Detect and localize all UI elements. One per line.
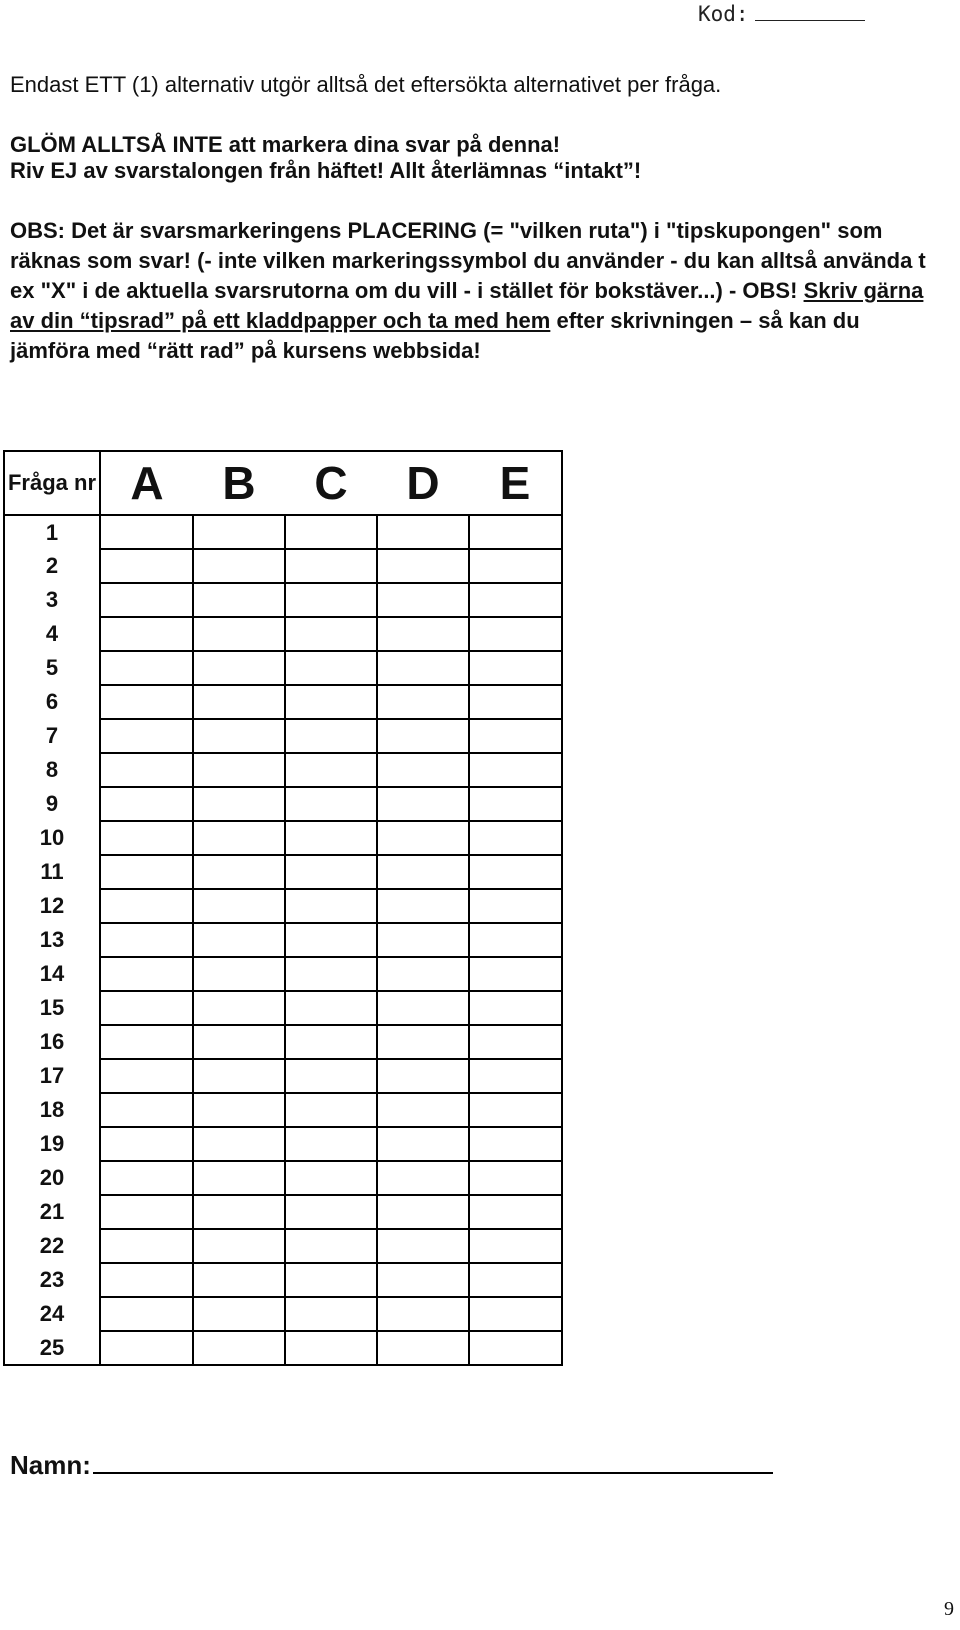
answer-cell-d[interactable] (377, 1195, 469, 1229)
answer-cell-e[interactable] (469, 787, 562, 821)
answer-cell-b[interactable] (193, 1297, 285, 1331)
answer-cell-b[interactable] (193, 1127, 285, 1161)
answer-cell-a[interactable] (100, 1297, 193, 1331)
answer-grid-header-row (4, 451, 562, 515)
answer-cell-c[interactable] (285, 923, 377, 957)
answer-cell-b[interactable] (193, 753, 285, 787)
answer-row (4, 515, 562, 549)
answer-cell-a[interactable] (100, 583, 193, 617)
question-number: 20 (4, 1161, 100, 1195)
answer-row (4, 889, 562, 923)
answer-cell-a[interactable] (100, 1229, 193, 1263)
answer-cell-a[interactable] (100, 889, 193, 923)
answer-cell-c[interactable] (285, 1195, 377, 1229)
answer-cell-b[interactable] (193, 1331, 285, 1365)
name-line[interactable] (93, 1452, 773, 1474)
question-number: 19 (4, 1127, 100, 1161)
option-header-e: E (469, 451, 562, 515)
instruction-line-1: Endast ETT (1) alternativ utgör alltså det eftersökta alternativet per fråga. (10, 72, 722, 97)
answer-cell-a[interactable] (100, 957, 193, 991)
question-number: 16 (4, 1025, 100, 1059)
question-number: 4 (4, 617, 100, 651)
question-number: 17 (4, 1059, 100, 1093)
answer-cell-d[interactable] (377, 685, 469, 719)
answer-row (4, 583, 562, 617)
question-number: 7 (4, 719, 100, 753)
answer-row (4, 753, 562, 787)
answer-cell-c[interactable] (285, 1161, 377, 1195)
code-field (698, 2, 865, 26)
answer-cell-c[interactable] (285, 1331, 377, 1365)
answer-row (4, 719, 562, 753)
answer-row (4, 923, 562, 957)
answer-cell-a[interactable] (100, 1093, 193, 1127)
question-number: 18 (4, 1093, 100, 1127)
answer-cell-e[interactable] (469, 549, 562, 583)
name-label: Namn: (10, 1450, 91, 1480)
answer-cell-e[interactable] (469, 1297, 562, 1331)
obs-paragraph (10, 216, 930, 366)
answer-cell-b[interactable] (193, 1195, 285, 1229)
answer-cell-a[interactable] (100, 617, 193, 651)
answer-cell-e[interactable] (469, 1195, 562, 1229)
answer-cell-e[interactable] (469, 1263, 562, 1297)
answer-row (4, 1297, 562, 1331)
answer-cell-d[interactable] (377, 617, 469, 651)
answer-cell-e[interactable] (469, 651, 562, 685)
answer-cell-a[interactable] (100, 753, 193, 787)
answer-cell-d[interactable] (377, 583, 469, 617)
answer-cell-e[interactable] (469, 1229, 562, 1263)
answer-cell-b[interactable] (193, 889, 285, 923)
answer-cell-d[interactable] (377, 651, 469, 685)
answer-cell-a[interactable] (100, 991, 193, 1025)
answer-cell-e[interactable] (469, 1059, 562, 1093)
answer-cell-e[interactable] (469, 583, 562, 617)
option-header-b: B (193, 451, 285, 515)
answer-cell-b[interactable] (193, 719, 285, 753)
answer-cell-a[interactable] (100, 1331, 193, 1365)
answer-cell-c[interactable] (285, 1025, 377, 1059)
answer-cell-c[interactable] (285, 515, 377, 549)
answer-cell-d[interactable] (377, 1229, 469, 1263)
option-header-c: C (285, 451, 377, 515)
question-number-header: Fråga nr (4, 451, 100, 515)
answer-cell-b[interactable] (193, 855, 285, 889)
answer-cell-e[interactable] (469, 1161, 562, 1195)
answer-cell-c[interactable] (285, 1297, 377, 1331)
answer-cell-d[interactable] (377, 1025, 469, 1059)
answer-cell-a[interactable] (100, 651, 193, 685)
answer-cell-e[interactable] (469, 753, 562, 787)
answer-cell-e[interactable] (469, 1331, 562, 1365)
answer-cell-d[interactable] (377, 1331, 469, 1365)
answer-cell-b[interactable] (193, 651, 285, 685)
answer-cell-a[interactable] (100, 1025, 193, 1059)
answer-row (4, 1229, 562, 1263)
answer-cell-d[interactable] (377, 1093, 469, 1127)
answer-cell-d[interactable] (377, 787, 469, 821)
answer-cell-e[interactable] (469, 1127, 562, 1161)
answer-cell-e[interactable] (469, 957, 562, 991)
answer-row (4, 651, 562, 685)
question-number: 6 (4, 685, 100, 719)
answer-cell-b[interactable] (193, 1093, 285, 1127)
answer-row (4, 855, 562, 889)
answer-cell-c[interactable] (285, 617, 377, 651)
obs-underlined-text: Skriv gärna av din “tipsrad” på ett kladdpapper och ta med hem (10, 278, 924, 333)
question-number: 14 (4, 957, 100, 991)
answer-grid-body (4, 515, 562, 1365)
answer-cell-c[interactable] (285, 719, 377, 753)
question-number: 25 (4, 1331, 100, 1365)
answer-cell-e[interactable] (469, 1093, 562, 1127)
answer-cell-a[interactable] (100, 1059, 193, 1093)
answer-cell-a[interactable] (100, 1161, 193, 1195)
answer-cell-c[interactable] (285, 549, 377, 583)
answer-cell-e[interactable] (469, 515, 562, 549)
answer-cell-d[interactable] (377, 991, 469, 1025)
answer-row (4, 685, 562, 719)
answer-row (4, 1093, 562, 1127)
answer-cell-c[interactable] (285, 1059, 377, 1093)
answer-cell-d[interactable] (377, 1263, 469, 1297)
answer-cell-b[interactable] (193, 787, 285, 821)
question-number: 11 (4, 855, 100, 889)
answer-row (4, 1263, 562, 1297)
answer-cell-c[interactable] (285, 889, 377, 923)
answer-cell-b[interactable] (193, 957, 285, 991)
answer-cell-a[interactable] (100, 855, 193, 889)
answer-cell-c[interactable] (285, 753, 377, 787)
question-number: 1 (4, 515, 100, 549)
answer-cell-b[interactable] (193, 515, 285, 549)
answer-cell-c[interactable] (285, 583, 377, 617)
answer-cell-d[interactable] (377, 855, 469, 889)
answer-cell-e[interactable] (469, 821, 562, 855)
answer-cell-c[interactable] (285, 1093, 377, 1127)
answer-cell-b[interactable] (193, 583, 285, 617)
option-header-a: A (100, 451, 193, 515)
answer-cell-b[interactable] (193, 549, 285, 583)
answer-row (4, 1127, 562, 1161)
option-header-d: D (377, 451, 469, 515)
answer-cell-d[interactable] (377, 1161, 469, 1195)
question-number: 22 (4, 1229, 100, 1263)
answer-row (4, 1025, 562, 1059)
answer-row (4, 1059, 562, 1093)
answer-cell-e[interactable] (469, 923, 562, 957)
answer-cell-d[interactable] (377, 1297, 469, 1331)
answer-row (4, 617, 562, 651)
question-number: 21 (4, 1195, 100, 1229)
instruction-line-3: Riv EJ av svarstalongen från häftet! Allt återlämnas “intakt”! (10, 158, 642, 183)
answer-row (4, 991, 562, 1025)
answer-cell-b[interactable] (193, 1059, 285, 1093)
question-number: 9 (4, 787, 100, 821)
answer-cell-a[interactable] (100, 787, 193, 821)
answer-cell-d[interactable] (377, 515, 469, 549)
answer-cell-c[interactable] (285, 1263, 377, 1297)
answer-cell-b[interactable] (193, 1025, 285, 1059)
answer-cell-c[interactable] (285, 1229, 377, 1263)
answer-cell-d[interactable] (377, 821, 469, 855)
answer-cell-d[interactable] (377, 957, 469, 991)
answer-row (4, 1331, 562, 1365)
question-number: 23 (4, 1263, 100, 1297)
answer-cell-b[interactable] (193, 991, 285, 1025)
answer-cell-c[interactable] (285, 651, 377, 685)
question-number: 12 (4, 889, 100, 923)
answer-row (4, 1195, 562, 1229)
answer-cell-d[interactable] (377, 753, 469, 787)
answer-cell-c[interactable] (285, 991, 377, 1025)
answer-cell-a[interactable] (100, 515, 193, 549)
answer-cell-b[interactable] (193, 1161, 285, 1195)
page-number: 9 (944, 1598, 954, 1620)
answer-grid (3, 450, 563, 1366)
answer-row (4, 549, 562, 583)
question-number: 13 (4, 923, 100, 957)
answer-cell-a[interactable] (100, 1127, 193, 1161)
answer-cell-e[interactable] (469, 1025, 562, 1059)
question-number: 5 (4, 651, 100, 685)
answer-cell-d[interactable] (377, 1059, 469, 1093)
answer-cell-e[interactable] (469, 889, 562, 923)
answer-cell-a[interactable] (100, 821, 193, 855)
answer-cell-d[interactable] (377, 923, 469, 957)
code-label: Kod: (698, 2, 749, 26)
answer-cell-a[interactable] (100, 685, 193, 719)
answer-cell-e[interactable] (469, 685, 562, 719)
answer-cell-a[interactable] (100, 1263, 193, 1297)
answer-cell-d[interactable] (377, 549, 469, 583)
answer-cell-e[interactable] (469, 855, 562, 889)
answer-cell-b[interactable] (193, 923, 285, 957)
answer-row (4, 821, 562, 855)
answer-cell-c[interactable] (285, 821, 377, 855)
answer-row (4, 1161, 562, 1195)
answer-cell-b[interactable] (193, 685, 285, 719)
answer-row (4, 957, 562, 991)
question-number: 10 (4, 821, 100, 855)
answer-cell-d[interactable] (377, 719, 469, 753)
instruction-line-2: GLÖM ALLTSÅ INTE att markera dina svar på denna! (10, 132, 561, 157)
answer-cell-a[interactable] (100, 549, 193, 583)
name-field (10, 1450, 773, 1481)
answer-cell-e[interactable] (469, 991, 562, 1025)
answer-cell-c[interactable] (285, 1127, 377, 1161)
answer-cell-d[interactable] (377, 889, 469, 923)
question-number: 15 (4, 991, 100, 1025)
answer-cell-a[interactable] (100, 923, 193, 957)
question-number: 8 (4, 753, 100, 787)
answer-cell-c[interactable] (285, 685, 377, 719)
answer-cell-b[interactable] (193, 821, 285, 855)
question-number: 3 (4, 583, 100, 617)
answer-cell-a[interactable] (100, 1195, 193, 1229)
code-line[interactable] (755, 4, 865, 21)
answer-cell-a[interactable] (100, 719, 193, 753)
question-number: 2 (4, 549, 100, 583)
answer-cell-b[interactable] (193, 1263, 285, 1297)
obs-text: OBS: Det är svarsmarkeringens PLACERING (= "vilken ruta") i "tipskupongen" som räknas som svar! (- inte vilken markeringssymbol du använder - du kan alltså använda t ex "X" i de aktuella svarsrutorna om du vill - i stället för bokstäver...) - OBS! (10, 218, 926, 303)
answer-row (4, 787, 562, 821)
answer-cell-b[interactable] (193, 617, 285, 651)
answer-cell-c[interactable] (285, 787, 377, 821)
answer-cell-c[interactable] (285, 855, 377, 889)
answer-cell-b[interactable] (193, 1229, 285, 1263)
answer-cell-e[interactable] (469, 617, 562, 651)
obs-tail-text: efter skrivningen – så kan du jämföra med “rätt rad” på kursens webbsida! (10, 308, 860, 363)
answer-cell-d[interactable] (377, 1127, 469, 1161)
answer-cell-e[interactable] (469, 719, 562, 753)
answer-cell-c[interactable] (285, 957, 377, 991)
question-number: 24 (4, 1297, 100, 1331)
